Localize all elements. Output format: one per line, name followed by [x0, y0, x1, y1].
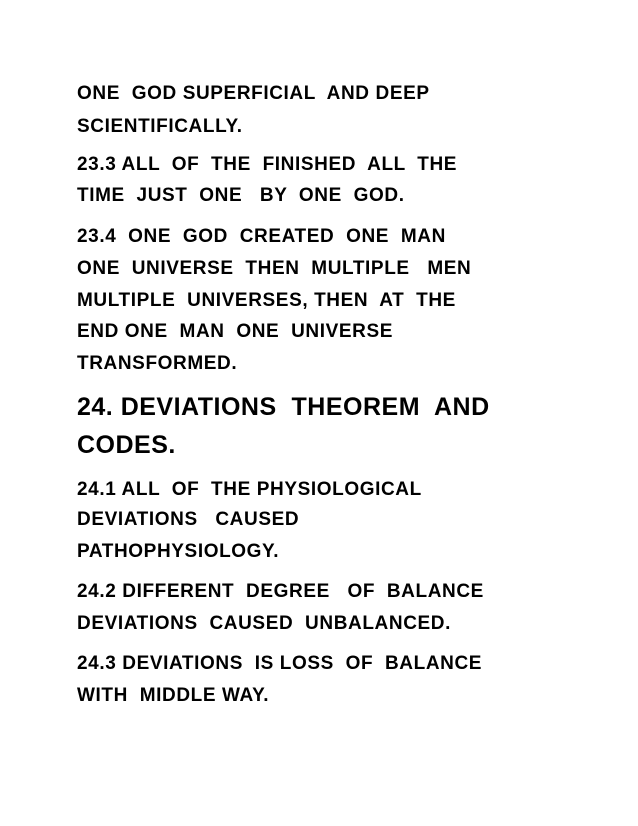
section-heading-24-line-2: CODES. [77, 431, 176, 459]
paragraph-24-3-line-2: WITH MIDDLE WAY. [77, 685, 270, 706]
paragraph-23-4-line-4: END ONE MAN ONE UNIVERSE [77, 321, 394, 342]
paragraph-24-2-line-2: DEVIATIONS CAUSED UNBALANCED. [77, 613, 451, 634]
paragraph-intro-line-1: ONE GOD SUPERFICIAL AND DEEP [77, 83, 430, 104]
paragraph-24-1-line-3: PATHOPHYSIOLOGY. [77, 541, 280, 562]
paragraph-intro-line-2: SCIENTIFICALLY. [77, 116, 243, 137]
section-heading-24-line-1: 24. DEVIATIONS THEOREM AND [77, 393, 490, 421]
paragraph-23-3-line-1: 23.3 ALL OF THE FINISHED ALL THE [77, 154, 458, 175]
paragraph-24-1-line-2: DEVIATIONS CAUSED [77, 509, 300, 530]
paragraph-23-3-line-2: TIME JUST ONE BY ONE GOD. [77, 185, 405, 206]
paragraph-23-4-line-1: 23.4 ONE GOD CREATED ONE MAN [77, 226, 446, 247]
paragraph-24-3-line-1: 24.3 DEVIATIONS IS LOSS OF BALANCE [77, 653, 483, 674]
paragraph-23-4-line-5: TRANSFORMED. [77, 353, 238, 374]
paragraph-23-4-line-2: ONE UNIVERSE THEN MULTIPLE MEN [77, 258, 472, 279]
paragraph-24-1-line-1: 24.1 ALL OF THE PHYSIOLOGICAL [77, 479, 422, 500]
paragraph-23-4-line-3: MULTIPLE UNIVERSES, THEN AT THE [77, 290, 456, 311]
paragraph-24-2-line-1: 24.2 DIFFERENT DEGREE OF BALANCE [77, 581, 484, 602]
document-page [77, 0, 597, 826]
